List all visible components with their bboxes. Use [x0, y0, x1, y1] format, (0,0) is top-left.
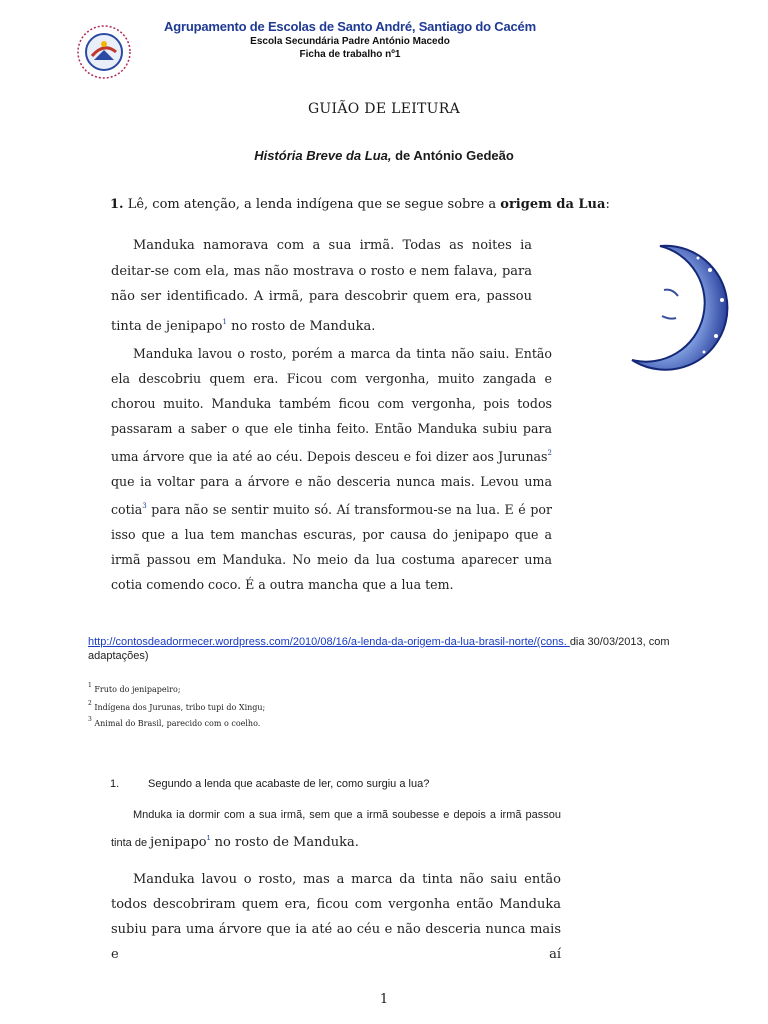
answer-2-text: Manduka lavou o rosto, mas a marca da tinta não saiu então todos descobriram quem era, ficou com vergonha então Manduka subiu para uma árvore que ia até ao céu e não desceria nunca mais e aí	[111, 872, 561, 962]
question-2	[110, 778, 429, 790]
question-1-end: :	[605, 197, 610, 212]
footnote-ref-3[interactable]: 3	[142, 502, 147, 510]
footnote-3-text: Animal do Brasil, parecido com o coelho.	[91, 719, 261, 728]
question-2-number: 1.	[110, 778, 120, 790]
page-subtitle	[0, 148, 768, 163]
page-title: GUIÃO DE LEITURA	[307, 101, 461, 117]
legend-p1-text-b: no rosto de Manduka.	[226, 318, 376, 334]
question-2-text: Segundo a lenda que acabaste de ler, como surgiu a lua?	[148, 778, 430, 790]
source-citation	[88, 635, 708, 663]
answer-1-text: Mnduka ia dormir com a sua irmã, sem que a irmã soubesse e depois a irmã passou tinta de	[111, 809, 561, 849]
footnote-1-text: Fruto do jenipapeiro;	[91, 685, 181, 694]
footnote-ref-2[interactable]: 2	[547, 449, 552, 457]
school-name: Escola Secundária Padre António Macedo	[250, 36, 450, 47]
question-1	[110, 197, 610, 212]
school-group-name: Agrupamento de Escolas de Santo André, Santiago do Cacém	[164, 19, 536, 34]
answer-paragraph-2	[111, 867, 561, 967]
footnote-2-number: 2	[88, 700, 92, 707]
question-1-number: 1.	[110, 197, 124, 212]
legend-p2-text-c: para não se sentir muito só. Aí transformou-se na lua. E é por isso que a lua tem manchas escuras, por causa do jenipapo que a irmã passou em Manduka. No meio da lua costuma aparecer uma cotia comendo coco. É a outra mancha que a lua tem.	[111, 502, 552, 592]
answer-footnote-ref-1[interactable]: 1	[206, 835, 211, 842]
footnote-ref-1[interactable]: 1	[222, 317, 227, 326]
worksheet-label: Ficha de trabalho nº1	[299, 49, 401, 60]
footnote-2-text: Indígena dos Jurunas, tribo tupi do Xingu;	[91, 703, 266, 712]
moon-illustration	[612, 240, 738, 372]
footnote-3-number: 3	[88, 716, 92, 723]
school-logo	[74, 22, 134, 82]
footnote-2	[88, 700, 265, 712]
question-1-text: Lê, com atenção, a lenda indígena que se segue sobre a	[123, 197, 501, 212]
question-1-bold: origem da Lua	[500, 197, 606, 212]
legend-paragraph-2	[111, 341, 552, 597]
footnote-1	[88, 682, 181, 694]
source-link[interactable]: http://contosdeadormecer.wordpress.com/2010/08/16/a-lenda-da-origem-da-lua-brasil-norte/(cons.	[88, 636, 570, 648]
legend-p2-text-a: Manduka lavou o rosto, porém a marca da tinta não saiu. Então ela descobriu quem era. Ficou com vergonha, muito zangada e chorou muito. Manduka também ficou com vergonha, pois todos passaram a saber o que ele tinha feito. Então Manduka subiu para uma árvore que ia até ao céu. Depois desceu e foi dizer aos Jurunas	[111, 346, 552, 464]
work-title: História Breve da Lua,	[254, 148, 392, 163]
legend-p1-text-a: Manduka namorava com a sua irmã. Todas as noites ia deitar-se com ela, mas não mostrava o rosto e nem falava, para não ser identificado. A irmã, para descobrir quem era, passou tinta de jenipapo	[111, 238, 532, 334]
source-rest: dia 30/03/2013, com adaptações)	[88, 636, 670, 662]
footnote-3	[88, 716, 260, 728]
footnote-1-number: 1	[88, 682, 92, 689]
answer-1-word: jenipapo	[150, 835, 207, 850]
legend-p2-text-b: que ia voltar para a árvore e não desceria nunca mais. Levou uma cotia	[111, 474, 552, 517]
answer-1-end: no rosto de Manduka.	[210, 835, 359, 850]
page-number: 1	[379, 992, 389, 1007]
answer-paragraph-1	[111, 803, 561, 855]
work-author: de António Gedeão	[391, 148, 514, 163]
legend-paragraph-1	[111, 233, 532, 339]
